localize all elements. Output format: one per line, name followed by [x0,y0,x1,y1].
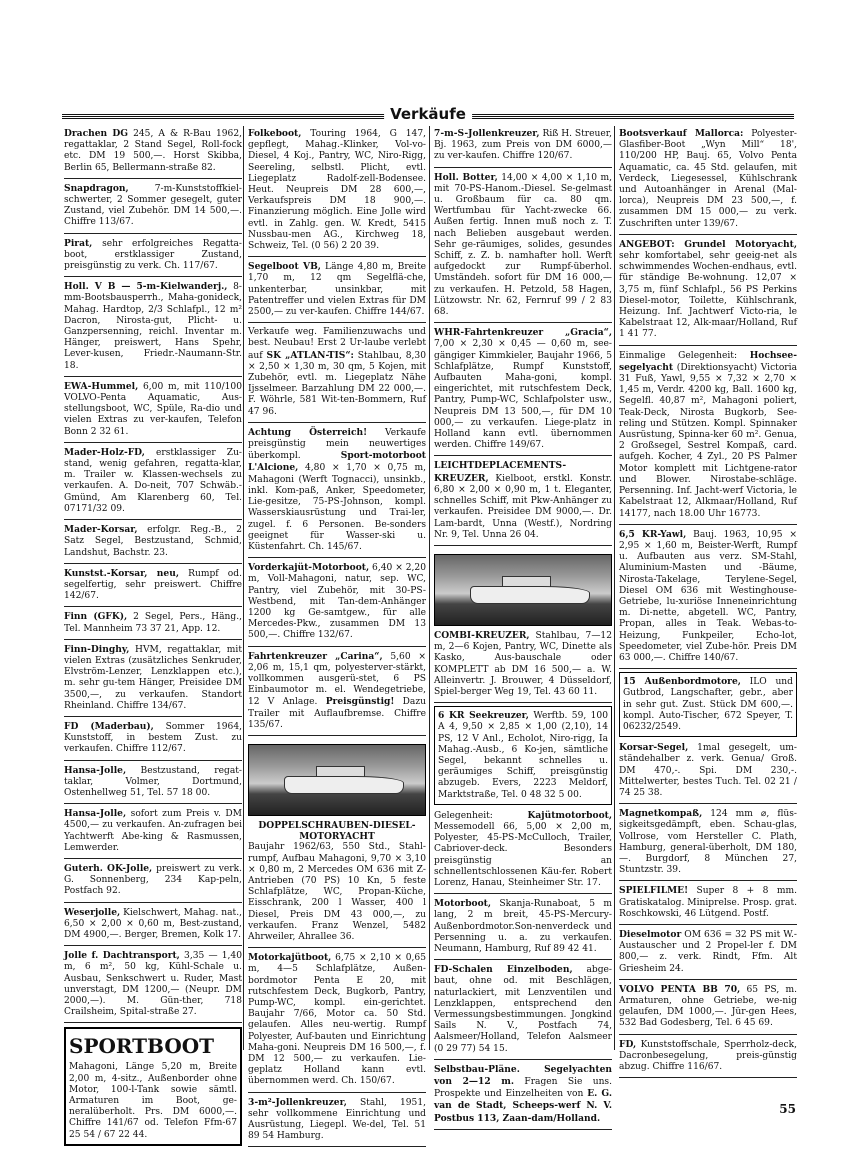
classified-ad [434,548,612,703]
classified-ad [64,905,242,947]
ad-text: Mader-Korsar, erfolgr. Reg.-B., 2 Satz Segel, Bestzustand, Schmid, Landshut, Bachstr. 23. [64,524,242,558]
classified-ad [434,170,612,324]
classified-ad [619,927,797,980]
ad-text: Magnetkompaß, 124 mm ⌀, flüs-sigkeitsgedämpft, eben. Schau-glas, Vollrose, vom Hersteller C. Plath, Hamburg, general-überholt, DM 180,—. Burgdorf, 8 München 27, Stuntzstr. 39. [619,808,797,876]
ad-text: Snapdragon, 7-m-Kunststoffkiel-schwerter, 2 Sommer gesegelt, guter Zustand, viel Zubehör. DM 14 500,—. Chiffre 113/67. [64,182,242,228]
classified-ad [619,672,797,737]
ad-text: COMBI-KREUZER, Stahlbau, 7—12 m, 2—6 Kojen, Pantry, WC, Dinette als Kasko, Aus-bauschale oder KOMPLETT ab DM 16 500,— a. W. Alleinvertr. J. Brouwer, 4 Düsseldorf, Spiel-berger Weg 19, Tel. 43 60 11. [434,629,612,697]
section-header [62,105,794,124]
classified-ad [248,425,426,558]
boat-photo [434,554,612,626]
classified-ad [248,126,426,257]
ad-text: Pirat, sehr erfolgreiches Regatta-boot, erstklassiger Zustand, preisgünstig zu verk. Ch. 117/67. [64,237,242,272]
classified-ad [248,560,426,646]
classified-ad [64,609,242,639]
column-1 [64,126,242,1146]
classified-ad [64,522,242,564]
ad-text: Korsar-Segel, 1mal gesegelt, um-ständehalber z. verk. Genua/ Groß. DM 470,-. Spi. DM 230,-. Mittelwerter, bestes Tuch. Tel. 02 21 / 74 25 38. [619,742,797,798]
classified-ad [619,982,797,1035]
ad-text: 15 Außenbordmotore, ILO und Gutbrod, Langschafter, gebr., aber in sehr gut. Zust. Stück DM 600,—. kompl. Auto-Tischer, 672 Speyer, T. 06232/2549. [623,676,793,732]
ad-text: FD (Maderbau), Sommer 1964, Kunststoff, in bestem Zust. zu verkaufen. Chiffre 112/67. [64,720,242,755]
classified-ad [64,763,242,805]
ad-text: LEICHTDEPLACEMENTS-KREUZER, Kielboot, erstkl. Konstr. 6,80 × 2,00 × 0,90 m, 1 t. Eleganter, schnelles Schiff, mit Pkw-Anhänger zu verkaufen. Preisidee DM 9000,—. Dr. Lam-bardt, Unna (Westf.), Nordring Nr. 9, Tel. Unna 26 04. [434,460,612,540]
classified-ad [64,948,242,1023]
classified-ad [434,458,612,545]
ad-text: Selbstbau-Pläne. Segelyachten von 2—12 m. Fragen Sie uns. Prospekte und Einzelheiten von E. G. van de Stadt, Scheeps-werf N. V. Postbus 113, Zaan-dam/Holland. [434,1063,612,1124]
ad-text: VOLVO PENTA BB 70, 65 PS, m. Armaturen, ohne Getriebe, we-nig gelaufen, DM 1000,—. Jür-gen Hees, 532 Bad Godesberg, Tel. 6 45 69. [619,983,797,1029]
classified-ad [434,808,612,894]
ad-text: Finn-Dinghy, HVM, regattaklar, mit vielen Extras (zusätzliches Senkruder, Elvström-Lenzer, Lenzklappen etc.), m. sehr gu-tem Hänger, Preisidee DM 3500,—, zu verkaufen. Standort Rheinland. Chiffre 134/67. [64,643,242,711]
classified-ad [434,962,612,1060]
ad-text: Folkeboot, Touring 1964, G 147, gepflegt, Mahag.-Klinker, Vol-vo-Diesel, 4 Koj., Pantry, WC, Niro-Rigg, Seereling, selbstl. Plicht, evtl. Liegeplatz Radolf-zell-Bodensee. Heut. Neupreis DM 28 600,—, Verkaufspreis DM 18 900,—. Finanzierung möglich. Eine Jolle wird evtl. in Zahlg. gen. W. Kredt, 5415 Nussbau-men AG., Kirchweg 18, Schweiz, Tel. (0 56) 2 20 39. [248,128,426,252]
sportboot-text: Mahagoni, Länge 5,20 m, Breite 2,00 m, 4-sitz., Außenborder ohne Motor, 100-l-Tank sowie sämtl. Armaturen im Boot, ge-neralüberholt. Prs. DM 6000,—. Chiffre 141/67 od. Telefon Ffm-67 25 54 / 67 22 44. [69,1062,237,1140]
ad-text: Holl. Botter, 14,00 × 4,00 × 1,10 m, mit 70-PS-Hanom.-Diesel. Se-gelmast u. Großbaum für ca. 80 qm. Wertfumbau für Yacht-zwecke 66. Außen fertig. Innen muß noch z. T. nach Belieben ausgebaut werden. Sehr ge-räumiges, solides, gesundes Schiff, z. Z. b. namhafter holl. Werft aufgedockt zur Rumpf-überhol. Umständeh. sofort für DM 16 000,— zu verkaufen. H. Petzold, 58 Hagen, Lützowstr. Nr. 62, Fernruf 99 / 2 83 68. [434,171,612,318]
ad-text: Verkaufe weg. Familienzuwachs und best. Neubau! Erst 2 Ur-laube verlebt auf SK „ATLAN-TIS“: Stahlbau, 8,30 × 2,50 × 1,30 m, 30 qm, 5 Kojen, mit Zubehör, evtl. m. Liegeplatz Nähe Ijsselmeer. Barzahlung DM 22 000,—. F. Wöhrle, 581 Wit-ten-Bommern, Ruf 47 96. [248,327,426,417]
ad-text: ANGEBOT: Grundel Motoryacht, sehr komfortabel, sehr geeig-net als schwimmendes Wochen-endhaus, evtl. für ständige Be-wohnung. 12,07 × 3,75 m, fünf Schlafpl., 56 PS Perkins Diesel-motor, Toilette, Kühlschrank, Heizung. Inf. Jachtwerf Victo-ria, le Kabelstraat 12, Alk-maar/Holland, Ruf 1 41 77. [619,238,797,340]
ad-text: Hansa-Jolle, Bestzustand, regat-taklar, Volmer, Dortmund, Ostenhellweg 51, Tel. 57 18 00. [64,764,242,798]
ad-text: 3-m²-Jollenkreuzer, Stahl, 1951, sehr vollkommene Einrichtung und Ausrüstung, Liegepl. We-del, Tel. 51 89 54 Hamburg. [248,1096,426,1142]
ad-text: Finn (GFK), 2 Segel, Pers., Häng., Tel. Mannheim 73 37 21, App. 12. [64,611,242,634]
classified-ad [64,566,242,608]
page-number: 55 [779,1102,796,1116]
ad-text: Motorboot, Skanja-Runaboat, 5 m lang, 2 m breit, 45-PS-Mercury-Außenbordmotor.Son-nenverdeck und Persenning u. a. zu verkaufen. Neumann, Hamburg, Ruf 89 42 41. [434,898,612,954]
ad-text: 6,5 KR-Yawl, Bauj. 1963, 10,95 × 2,95 × 1,60 m, Beister-Werft, Rumpf u. Aufbauten aus verz. SM-Stahl, Aluminium-Masten und -Bäume, Nirosta-Takelage, Terylene-Segel, Diesel OM 636 mit Westinghouse-Getriebe, lu-xuriöse Inneneinrichtung m. Di-nette, abgetell. WC, Pantry, Propan, alles in Teak. Webas-to-Heizung, Funkpeiler, Echo-lot, Speedometer, viel Zube-hör. Preis DM 63 000,—. Chiffre 140/67. [619,528,797,663]
classified-ad [248,738,426,948]
ad-text: FD, Kunststoffschale, Sperrholz-deck, Dacronbesegelung, preis-günstig abzug. Chiffre 116/67. [619,1038,797,1073]
classified-ad [64,126,242,179]
column-4 [619,126,797,1080]
section-title: Verkäufe [384,105,472,123]
ad-text: WHR-Fahrtenkreuzer „Gracia“, 7,00 × 2,30 × 0,45 — 0,60 m, see-gängiger Kimmkieler, Baujahr 1966, 5 Schlafplätze, Rumpf Kunststoff, Aufbauten Maha-goni, kompl. eingerichtet, mit rutschfestem Deck, Pantry, Pump-WC, Schlafpolster usw., Neupreis DM 13 500,—, für DM 10 000,— zu verkaufen. Liege-platz in Holland kann evtl. übernommen werden. Chiffre 149/67. [434,327,612,451]
classified-ad [434,1062,612,1130]
ad-text: EWA-Hummel, 6,00 m, mit 110/100 VOLVO-Penta Aquamatic, Aus-stellungsboot, WC, Spüle, Ra-dio und vielen Extras zu ver-kaufen, Telefon Bonn 2 32 61. [64,380,242,437]
ad-text: Motorkajütboot, 6,75 × 2,10 × 0,65 m, 4—5 Schlafplätze, Außen-bordmotor Penta E 20, mit rutschfestem Deck, Bugkorb, Pantry, Pump-WC, kompl. ein-gerichtet. Baujahr 7/66, Motor ca. 50 Std. gelaufen. Alles neu-wertig. Rumpf Polyester, Auf-bauten und Einrichtung Maha-goni. Neupreis DM 16 500,—, f. DM 12 500,— zu verkaufen. Lie-geplatz Holland kann evtl. übernommen werd. Ch. 150/67. [248,952,426,1087]
sportboot-title: SPORTBOOT [69,1034,215,1059]
classified-ad [248,259,426,323]
ad-text: Vorderkajüt-Motorboot, 6,40 × 2,20 m, Voll-Mahagoni, natur, sep. WC, Pantry, viel Zubehör, mit 30-PS-Westbend, mit Tan-dem-Anhänger 1200 kg Ge-samtgew., für alle Mercedes-Pkw., zusammen DM 13 500,—. Chiffre 132/67. [248,562,426,641]
classified-ad [248,950,426,1092]
classified-ad [619,740,797,804]
ad-text: 6 KR Seekreuzer, Werftb. 59, 100 A 4, 9,50 × 2,85 × 1,00 (2,10), 14 PS, 12 V Anl., Echolot, Niro-rigg, Ia Mahag.-Ausb., 6 Ko-jen, sämtliche Segel, bekannt schnelles u. geräumiges Schiff, preisgünstig abzugeb. Evers, 2223 Meldorf, Marktstraße, Tel. 0 48 32 5 00. [438,710,608,800]
classified-ad [64,642,242,717]
column-divider [243,126,244,1050]
ad-text: Hansa-Jolle, sofort zum Preis v. DM 4500,— zu verkaufen. An-zufragen bei Yachtwerft Abe-king & Rasmussen, Lemwerder. [64,808,242,853]
classified-ad [64,236,242,278]
classified-ad [434,325,612,456]
ad-text: Einmalige Gelegenheit: Hochsee-segelyacht (Direktionsyacht) Victoria 31 Fuß, Yawl, 9,55 × 7,32 × 2,70 × 1,45 m, Verdr. 4200 kg, Ball. 1600 kg, Segelfl. 40,87 m², Mahagoni poliert, Teak-Deck, Nirosta Bugkorb, See-reling und Stützen. Kompl. Spinnaker Ausrüstung, Spinna-ker 60 m². Genua, 2 Großsegel, Sestrel Kompaß, card. aufgeh. Kocher, 4 Zyl., 20 PS Palmer Motor komplett mit Lichtgene-rator und Blower. Nirostabe-schläge. Persenning. Inf. Jacht-werf Victoria, le Kabelstraat 12, Alkmaar/Holland, Ruf 14177, nach 18.00 Uhr 16773. [619,349,797,519]
ad-text: DOPPELSCHRAUBEN-DIESEL-MOTORYACHT Baujahr 1962/63, 550 Std., Stahl-rumpf, Aufbau Mahagoni, 9,70 × 3,10 × 0,80 m, 2 Mercedes OM 636 mit Z-Antrieben (70 PS) 10 Kn, 5 feste Schlafplätze, WC, Propan-Küche, Eisschrank, 200 l Wasser, 400 l Diesel, Preis DM 43 000,—, zu verkaufen. Franz Wenzel, 5482 Ahrweiler, Ahrallee 36. [248,819,426,942]
classified-ad [619,806,797,881]
ad-text: Segelboot VB, Länge 4,80 m, Breite 1,70 m, 12 qm Segelflä-che, unkenterbar, unsinkbar, mit Patentreffer und vielen Extras für DM 2500,— zu ver-kaufen. Chiffre 144/67. [248,261,426,318]
ad-text: Holl. V B — 5-m-Kielwanderj., 8-mm-Bootsbausperrh., Maha-gonideck, Mahag. Hardtop, 2/3 Schlafpl., 12 m² Dacron, Nirosta-gut, Plicht- u. Ganzpersenning, reichl. Inventar m. Hänger, preiswert, Hans Spehr, Lever-kusen, Friedr.-Naumann-Str. 18. [64,281,243,371]
classified-ad [64,445,242,520]
boat-photo [248,744,426,816]
ad-text: Weserjolle, Kielschwert, Mahag. nat., 6,50 × 2,00 × 0,60 m, Best-zustand, DM 4900,—. Berger, Bremen, Kolk 17. [64,906,242,940]
classified-ad [64,279,242,377]
classified-ad [619,883,797,925]
sportboot-ad [64,1027,242,1145]
column-3 [434,126,612,1132]
column-2 [248,126,426,1149]
classified-ad [619,126,797,235]
column-divider [429,126,430,1050]
classified-ad [248,1095,426,1148]
classified-ad [64,861,242,903]
classified-ad [619,237,797,346]
classified-ad [64,181,242,234]
ad-text: Achtung Österreich! Verkaufe preisgünstig mein neuwertiges überkompl. Sport-motorboot L'Alcione, 4,80 × 1,70 × 0,75 m, Mahagoni (Werft Tognacci), unsinkb., inkl. Kom-paß, Anker, Speedometer, Lie-gesitze, 75-PS-Johnson, kompl. Wasserskiausrüstung und Trai-ler, zugel. f. 6 Personen. Be-sonders geeignet für Wasser-ski u. Küstenfahrt. Ch. 145/67. [248,426,426,552]
ad-text: SPIELFILME! Super 8 + 8 mm. Gratiskatalog. Miniprelse. Prosp. grat. Roschkowski, 46 Lütgend. Postf. [619,885,797,919]
ad-text: Drachen DG 245, A & R-Bau 1962, regattaklar, 2 Stand Segel, Roll-fock etc. DM 19 500,—. Horst Skibba, Berlin 65, Bellermann-straße 82. [64,128,243,173]
ad-text: Mader-Holz-FD, erstklassiger Zu-stand, wenig gefahren, regatta-klar, m. Trailer w. Klassen-wechsels zu verkaufen. A. Do-neit, 707 Schwäb.-Gmünd, Am Klarenberg 60, Tel. 07171/32 09. [64,446,242,514]
classified-ad [619,527,797,669]
classified-ad [619,1037,797,1079]
ad-text: Kunstst.-Korsar, neu, Rumpf od. segelfertig, sehr preiswert. Chiffre 142/67. [64,567,242,602]
ad-text: Bootsverkauf Mallorca: Polyester-Glasfiber-Boot „Wyn Mill“ 18', 110/200 HP, Bauj. 65, Volvo Penta Aquamatic, ca. 45 Std. gelaufen, mit Verdeck, Liegesessel, Kühlschrank und Autoanhänger in Arenal (Mal-lorca), Neupreis DM 23 500,—, f. zusammen DM 15 000,— zu verk. Zuschriften unter 139/67. [619,128,797,229]
classified-ad [248,325,426,423]
ad-text: Guterh. OK-Jolle, preiswert zu verk. G. Sonnenberg, 234 Kap-peln, Postfach 92. [64,862,242,897]
classified-ad [434,126,612,168]
ad-text: Dieselmotor OM 636 = 32 PS mit W.-Austauscher und 2 Propel-ler f. DM 800,— z. verk. Rindt, Ffm. Alt Griesheim 24. [619,929,797,974]
ad-text: Fahrtenkreuzer „Carina“, 5,60 × 2,06 m, 15,1 qm, polyesterver-stärkt, vollkommen ausgerü-stet, 6 PS Einbaumotor m. el. Wendegetriebe, 12 V Anlage. Preisgünstig! Dazu Trailer mit Auflaufbremse. Chiffre 135/67. [248,650,426,730]
classified-ad [64,719,242,761]
ad-text: FD-Schalen Einzelboden, abge-baut, ohne od. mit Beschlägen, naturlackiert, mit Lenzventilen und Lenzklappen, entsprechend den Vermessungsbestimmungen. Jongkind Sails N. V., Postfach 74, Aalsmeer/Holland, Telefon Aalsmeer (0 29 77) 54 15. [434,964,612,1054]
classified-ad [64,806,242,859]
ad-text: 7-m-S-Jollenkreuzer, Riß H. Streuer, Bj. 1963, zum Preis von DM 6000,— zu ver-kaufen. Chiffre 120/67. [434,128,613,162]
classified-ad [248,649,426,736]
classified-ad [64,379,242,443]
ad-text: Jolle f. Dachtransport, 3,35 — 1,40 m, 6 m², 50 kg, Kühl-Schale u. Ausbau, Senkschwert u. Ruder, Mast unverstagt, DM 1200,— (Neupr. DM 2000,—). M. Gün-ther, 718 Crailsheim, Spital-straße 27. [64,950,242,1018]
classified-ad [434,896,612,960]
column-divider [614,126,615,1050]
ad-text: Gelegenheit: Kajütmotorboot, Messemodell 66, 5,00 × 2,00 m, Polyester, 45-PS-McCulloch, Trailer, Cabriover-deck. Besonders preisgünstig an schnellentschlossenen Käu-fer. Robert Lorenz, Hanau, Steinheimer Str. 17. [434,809,612,888]
classified-ad [434,706,612,805]
classified-ad [619,348,797,525]
